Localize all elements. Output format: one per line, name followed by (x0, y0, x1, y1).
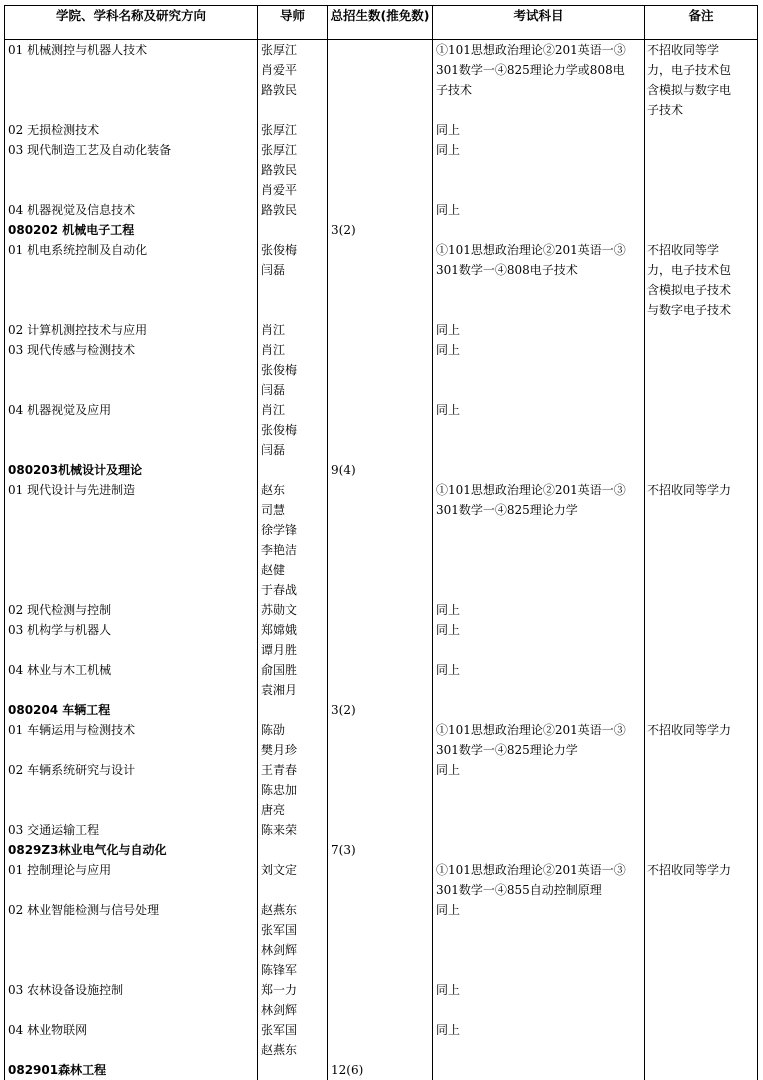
direction-name: 02 计算机测控技术与应用 (5, 320, 258, 340)
notes-cell (645, 900, 758, 980)
quota-cell: 9(4) (328, 460, 433, 480)
notes-cell (645, 860, 758, 900)
exam-subject-line: 同上 (436, 400, 643, 420)
notes-cell (645, 200, 758, 220)
quota-cell (328, 200, 433, 220)
exam-subjects-cell (433, 900, 645, 980)
supervisor-name: 李艳洁 (261, 540, 325, 560)
notes-cell (645, 980, 758, 1020)
exam-subjects-cell (433, 220, 645, 240)
exam-subjects-cell (433, 120, 645, 140)
direction-row (5, 480, 758, 600)
exam-subject-line: 301数学一④825理论力学 (436, 500, 643, 520)
exam-subjects-cell (433, 140, 645, 200)
major-name: 080202 机械电子工程 (5, 220, 258, 240)
exam-subjects-cell (433, 760, 645, 820)
exam-subjects-cell (433, 840, 645, 860)
note-line: 不招收同等学力 (647, 720, 755, 740)
supervisor-list (258, 140, 328, 200)
notes-cell (645, 240, 758, 320)
exam-subject-line: 301数学一④825理论力学或808电 (436, 60, 643, 80)
direction-name: 01 机械测控与机器人技术 (5, 40, 258, 121)
quota-cell (328, 600, 433, 620)
exam-subject-line: ①101思想政治理论②201英语一③ (436, 720, 643, 740)
notes-cell (645, 840, 758, 860)
quota-cell (328, 720, 433, 760)
quota-cell (328, 980, 433, 1020)
major-row (5, 840, 758, 860)
supervisor-name: 赵燕东 (261, 1040, 325, 1060)
direction-row (5, 660, 758, 700)
quota-cell (328, 900, 433, 980)
supervisor-list (258, 120, 328, 140)
exam-subject-line: 同上 (436, 620, 643, 640)
supervisor-name: 陈来荣 (261, 820, 325, 840)
supervisor-name: 赵健 (261, 560, 325, 580)
supervisor-name: 林剑辉 (261, 940, 325, 960)
supervisor-name: 张俊梅 (261, 360, 325, 380)
quota-cell: 12(6) (328, 1060, 433, 1080)
supervisor-name: 路敦民 (261, 80, 325, 100)
notes-cell (645, 1020, 758, 1060)
exam-subjects-cell (433, 40, 645, 121)
supervisor-list (258, 460, 328, 480)
supervisor-name: 路敦民 (261, 200, 325, 220)
direction-row (5, 820, 758, 840)
direction-name: 03 农林设备设施控制 (5, 980, 258, 1020)
supervisor-list (258, 720, 328, 760)
admission-catalog-table (4, 5, 758, 1080)
supervisor-name: 王青春 (261, 760, 325, 780)
notes-cell (645, 660, 758, 700)
quota-cell (328, 240, 433, 320)
quota-cell (328, 480, 433, 600)
notes-cell (645, 700, 758, 720)
supervisor-list (258, 900, 328, 980)
exam-subjects-cell (433, 700, 645, 720)
note-line: 与数字电子技术 (647, 300, 755, 320)
exam-subject-line: 同上 (436, 760, 643, 780)
note-line: 力，电子技术包 (647, 60, 755, 80)
supervisor-name: 肖爱平 (261, 180, 325, 200)
supervisor-name: 张厚江 (261, 40, 325, 60)
note-line: 不招收同等学 (647, 240, 755, 260)
direction-row (5, 200, 758, 220)
supervisor-list (258, 1060, 328, 1080)
direction-name: 02 无损检测技术 (5, 120, 258, 140)
major-row (5, 460, 758, 480)
supervisor-name: 郑一力 (261, 980, 325, 1000)
exam-subject-line: 301数学一④825理论力学 (436, 740, 643, 760)
supervisor-name: 张厚江 (261, 120, 325, 140)
supervisor-list (258, 660, 328, 700)
exam-subject-line: 同上 (436, 600, 643, 620)
note-line: 力，电子技术包 (647, 260, 755, 280)
direction-name: 01 机电系统控制及自动化 (5, 240, 258, 320)
supervisor-list (258, 40, 328, 121)
header-quota: 总招生数(推免数) (328, 6, 433, 40)
notes-cell (645, 140, 758, 200)
major-name: 0829Z3林业电气化与自动化 (5, 840, 258, 860)
exam-subjects-cell (433, 980, 645, 1020)
exam-subject-line: 子技术 (436, 80, 643, 100)
note-line: 含模拟电子技术 (647, 280, 755, 300)
major-name: 080204 车辆工程 (5, 700, 258, 720)
quota-cell (328, 140, 433, 200)
direction-name: 04 机器视觉及应用 (5, 400, 258, 460)
header-exam-subjects: 考试科目 (433, 6, 645, 40)
supervisor-name: 陈劭 (261, 720, 325, 740)
supervisor-name: 肖爱平 (261, 60, 325, 80)
exam-subject-line: ①101思想政治理论②201英语一③ (436, 480, 643, 500)
supervisor-name: 徐学锋 (261, 520, 325, 540)
direction-row (5, 40, 758, 121)
supervisor-list (258, 1020, 328, 1060)
supervisor-name: 陈锋军 (261, 960, 325, 980)
notes-cell (645, 820, 758, 840)
notes-cell (645, 760, 758, 820)
exam-subject-line: 301数学一④808电子技术 (436, 260, 643, 280)
notes-cell (645, 1060, 758, 1080)
exam-subjects-cell (433, 860, 645, 900)
notes-cell (645, 480, 758, 600)
supervisor-name: 赵东 (261, 480, 325, 500)
direction-row (5, 860, 758, 900)
notes-cell (645, 460, 758, 480)
direction-name: 01 控制理论与应用 (5, 860, 258, 900)
supervisor-name: 俞国胜 (261, 660, 325, 680)
notes-cell (645, 40, 758, 121)
direction-row (5, 720, 758, 760)
quota-cell (328, 860, 433, 900)
notes-cell (645, 340, 758, 400)
major-row (5, 700, 758, 720)
supervisor-name: 司慧 (261, 500, 325, 520)
exam-subjects-cell (433, 720, 645, 760)
exam-subjects-cell (433, 200, 645, 220)
direction-row (5, 600, 758, 620)
direction-name: 03 现代传感与检测技术 (5, 340, 258, 400)
supervisor-name: 张厚江 (261, 140, 325, 160)
supervisor-name: 谭月胜 (261, 640, 325, 660)
direction-row (5, 240, 758, 320)
major-row (5, 220, 758, 240)
supervisor-name: 袁湘月 (261, 680, 325, 700)
notes-cell (645, 120, 758, 140)
note-line: 含模拟与数字电 (647, 80, 755, 100)
supervisor-name: 赵燕东 (261, 900, 325, 920)
quota-cell: 3(2) (328, 220, 433, 240)
quota-cell (328, 320, 433, 340)
direction-row (5, 400, 758, 460)
exam-subject-line: 301数学一④855自动控制原理 (436, 880, 643, 900)
direction-name: 03 机构学与机器人 (5, 620, 258, 660)
supervisor-name: 林剑辉 (261, 1000, 325, 1020)
exam-subject-line: 同上 (436, 120, 643, 140)
direction-row (5, 120, 758, 140)
notes-cell (645, 320, 758, 340)
exam-subjects-cell (433, 320, 645, 340)
direction-row (5, 1020, 758, 1060)
exam-subject-line: 同上 (436, 320, 643, 340)
table-body (5, 40, 758, 1080)
supervisor-name: 唐亮 (261, 800, 325, 820)
quota-cell (328, 400, 433, 460)
exam-subjects-cell (433, 340, 645, 400)
direction-row (5, 760, 758, 820)
supervisor-list (258, 220, 328, 240)
notes-cell (645, 720, 758, 760)
supervisor-list (258, 760, 328, 820)
exam-subjects-cell (433, 1060, 645, 1080)
exam-subject-line: 同上 (436, 1020, 643, 1040)
direction-row (5, 980, 758, 1020)
direction-name: 04 林业物联网 (5, 1020, 258, 1060)
exam-subject-line: ①101思想政治理论②201英语一③ (436, 40, 643, 60)
supervisor-list (258, 240, 328, 320)
quota-cell (328, 820, 433, 840)
supervisor-name: 于春战 (261, 580, 325, 600)
direction-row (5, 620, 758, 660)
supervisor-list (258, 700, 328, 720)
supervisor-name: 刘文定 (261, 860, 325, 880)
supervisor-name: 张俊梅 (261, 420, 325, 440)
direction-name: 04 机器视觉及信息技术 (5, 200, 258, 220)
exam-subject-line: ①101思想政治理论②201英语一③ (436, 240, 643, 260)
exam-subjects-cell (433, 480, 645, 600)
direction-name: 02 现代检测与控制 (5, 600, 258, 620)
exam-subjects-cell (433, 240, 645, 320)
direction-name: 02 车辆系统研究与设计 (5, 760, 258, 820)
supervisor-name: 闫磊 (261, 440, 325, 460)
header-notes: 备注 (645, 6, 758, 40)
header-discipline: 学院、学科名称及研究方向 (5, 6, 258, 40)
direction-name: 03 交通运输工程 (5, 820, 258, 840)
note-line: 子技术 (647, 100, 755, 120)
direction-row (5, 900, 758, 980)
quota-cell (328, 40, 433, 121)
exam-subjects-cell (433, 1020, 645, 1060)
direction-row (5, 340, 758, 400)
quota-cell: 3(2) (328, 700, 433, 720)
quota-cell (328, 760, 433, 820)
exam-subjects-cell (433, 460, 645, 480)
direction-row (5, 140, 758, 200)
supervisor-name: 闫磊 (261, 260, 325, 280)
exam-subjects-cell (433, 400, 645, 460)
direction-name: 01 车辆运用与检测技术 (5, 720, 258, 760)
exam-subject-line: 同上 (436, 900, 643, 920)
supervisor-list (258, 600, 328, 620)
supervisor-name: 肖江 (261, 400, 325, 420)
supervisor-list (258, 480, 328, 600)
exam-subjects-cell (433, 660, 645, 700)
supervisor-list (258, 860, 328, 900)
exam-subjects-cell (433, 620, 645, 660)
quota-cell: 7(3) (328, 840, 433, 860)
direction-row (5, 320, 758, 340)
major-name: 082901森林工程 (5, 1060, 258, 1080)
exam-subject-line: 同上 (436, 980, 643, 1000)
supervisor-name: 肖江 (261, 340, 325, 360)
major-name: 080203机械设计及理论 (5, 460, 258, 480)
supervisor-name: 肖江 (261, 320, 325, 340)
supervisor-list (258, 200, 328, 220)
notes-cell (645, 220, 758, 240)
supervisor-name: 郑嫦娥 (261, 620, 325, 640)
notes-cell (645, 600, 758, 620)
supervisor-list (258, 620, 328, 660)
exam-subject-line: 同上 (436, 140, 643, 160)
supervisor-list (258, 820, 328, 840)
note-line: 不招收同等学力 (647, 860, 755, 880)
supervisor-list (258, 840, 328, 860)
supervisor-name: 樊月珍 (261, 740, 325, 760)
notes-cell (645, 400, 758, 460)
quota-cell (328, 1020, 433, 1060)
notes-cell (645, 620, 758, 660)
supervisor-list (258, 340, 328, 400)
major-row (5, 1060, 758, 1080)
exam-subject-line: ①101思想政治理论②201英语一③ (436, 860, 643, 880)
supervisor-name: 路敦民 (261, 160, 325, 180)
supervisor-list (258, 980, 328, 1020)
exam-subjects-cell (433, 600, 645, 620)
header-supervisor: 导师 (258, 6, 328, 40)
supervisor-name: 张军国 (261, 1020, 325, 1040)
exam-subject-line: 同上 (436, 200, 643, 220)
supervisor-name: 张俊梅 (261, 240, 325, 260)
supervisor-name: 闫磊 (261, 380, 325, 400)
exam-subject-line: 同上 (436, 660, 643, 680)
direction-name: 01 现代设计与先进制造 (5, 480, 258, 600)
quota-cell (328, 660, 433, 700)
exam-subjects-cell (433, 820, 645, 840)
supervisor-name: 张军国 (261, 920, 325, 940)
quota-cell (328, 120, 433, 140)
quota-cell (328, 620, 433, 660)
exam-subject-line: 同上 (436, 340, 643, 360)
direction-name: 02 林业智能检测与信号处理 (5, 900, 258, 980)
supervisor-name: 陈忠加 (261, 780, 325, 800)
note-line: 不招收同等学 (647, 40, 755, 60)
supervisor-list (258, 320, 328, 340)
direction-name: 03 现代制造工艺及自动化装备 (5, 140, 258, 200)
quota-cell (328, 340, 433, 400)
note-line: 不招收同等学力 (647, 480, 755, 500)
supervisor-list (258, 400, 328, 460)
supervisor-name: 苏勋文 (261, 600, 325, 620)
table-header-row (5, 6, 758, 40)
direction-name: 04 林业与木工机械 (5, 660, 258, 700)
